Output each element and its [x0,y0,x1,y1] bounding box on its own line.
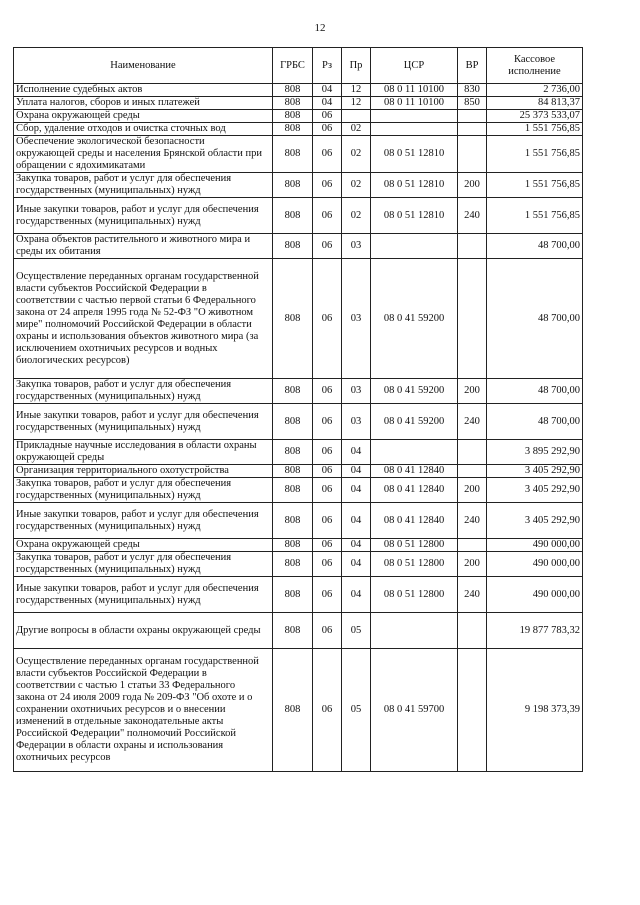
table-row [14,478,583,503]
cell-grbs: 808 [273,259,313,379]
cell-amount: 3 895 292,90 [487,440,583,465]
cell-grbs: 808 [273,84,313,97]
cell-rz: 06 [313,613,342,649]
cell-grbs: 808 [273,613,313,649]
table-row [14,123,583,136]
cell-csr: 08 0 41 59200 [371,404,458,440]
cell-grbs: 808 [273,503,313,539]
cell-rz: 06 [313,136,342,173]
cell-pr: 04 [342,440,371,465]
cell-name: Охрана объектов растительного и животного мира и среды их обитания [14,234,273,259]
cell-pr: 02 [342,123,371,136]
cell-grbs: 808 [273,539,313,552]
cell-pr: 04 [342,577,371,613]
cell-amount: 3 405 292,90 [487,503,583,539]
cell-pr: 05 [342,649,371,772]
cell-rz: 06 [313,404,342,440]
cell-name: Иные закупки товаров, работ и услуг для обеспечения государственных (муниципальных) нужд [14,503,273,539]
cell-name: Исполнение судебных актов [14,84,273,97]
cell-csr: 08 0 41 12840 [371,478,458,503]
cell-vr: 850 [458,97,487,110]
cell-grbs: 808 [273,465,313,478]
table-row [14,198,583,234]
cell-vr: 240 [458,503,487,539]
cell-name: Уплата налогов, сборов и иных платежей [14,97,273,110]
cell-csr [371,613,458,649]
header-pr: Пр [342,48,371,84]
cell-rz: 06 [313,465,342,478]
cell-name: Другие вопросы в области охраны окружающей среды [14,613,273,649]
cell-name: Сбор, удаление отходов и очистка сточных вод [14,123,273,136]
cell-grbs: 808 [273,198,313,234]
cell-name: Охрана окружающей среды [14,110,273,123]
cell-rz: 06 [313,552,342,577]
table-row [14,173,583,198]
cell-pr: 02 [342,173,371,198]
cell-amount: 3 405 292,90 [487,478,583,503]
cell-pr: 04 [342,503,371,539]
cell-grbs: 808 [273,649,313,772]
cell-pr: 03 [342,404,371,440]
page-number: 12 [314,22,326,34]
cell-vr [458,613,487,649]
cell-rz: 06 [313,123,342,136]
cell-amount: 25 373 533,07 [487,110,583,123]
table-row [14,110,583,123]
header-csr: ЦСР [371,48,458,84]
table-row [14,234,583,259]
cell-name: Прикладные научные исследования в области охраны окружающей среды [14,440,273,465]
cell-vr: 200 [458,379,487,404]
cell-amount: 48 700,00 [487,259,583,379]
cell-grbs: 808 [273,110,313,123]
cell-vr [458,136,487,173]
cell-grbs: 808 [273,440,313,465]
cell-amount: 48 700,00 [487,404,583,440]
cell-rz: 06 [313,503,342,539]
table-row [14,503,583,539]
cell-rz: 06 [313,173,342,198]
cell-vr [458,649,487,772]
cell-amount: 490 000,00 [487,552,583,577]
cell-amount: 9 198 373,39 [487,649,583,772]
cell-pr: 04 [342,539,371,552]
cell-csr [371,234,458,259]
cell-rz: 06 [313,234,342,259]
cell-grbs: 808 [273,234,313,259]
cell-grbs: 808 [273,97,313,110]
cell-grbs: 808 [273,379,313,404]
cell-csr [371,440,458,465]
cell-csr: 08 0 11 10100 [371,84,458,97]
cell-csr: 08 0 41 12840 [371,465,458,478]
cell-rz: 06 [313,577,342,613]
cell-rz: 06 [313,198,342,234]
cell-vr [458,234,487,259]
cell-amount: 84 813,37 [487,97,583,110]
cell-pr: 12 [342,84,371,97]
cell-rz: 04 [313,84,342,97]
cell-csr [371,123,458,136]
cell-amount: 1 551 756,85 [487,136,583,173]
cell-pr: 04 [342,465,371,478]
cell-amount: 3 405 292,90 [487,465,583,478]
table-row [14,577,583,613]
cell-grbs: 808 [273,552,313,577]
cell-rz: 06 [313,379,342,404]
cell-rz: 06 [313,259,342,379]
header-amount: Кассовое исполнение [487,48,583,84]
cell-vr [458,539,487,552]
cell-name: Закупка товаров, работ и услуг для обеспечения государственных (муниципальных) нужд [14,552,273,577]
cell-amount: 1 551 756,85 [487,173,583,198]
cell-csr [371,110,458,123]
cell-amount: 2 736,00 [487,84,583,97]
table-row [14,259,583,379]
cell-name: Организация территориального охотустройства [14,465,273,478]
cell-rz: 06 [313,440,342,465]
table-row [14,552,583,577]
cell-name: Закупка товаров, работ и услуг для обеспечения государственных (муниципальных) нужд [14,478,273,503]
cell-name: Охрана окружающей среды [14,539,273,552]
cell-csr: 08 0 41 59700 [371,649,458,772]
header-grbs: ГРБС [273,48,313,84]
cell-vr: 240 [458,404,487,440]
table-row [14,379,583,404]
table-row [14,97,583,110]
cell-amount: 490 000,00 [487,539,583,552]
cell-vr: 240 [458,198,487,234]
cell-name: Осуществление переданных органам государственной власти субъектов Российской Федерации в соответствии с частью первой статьи 6 Федерального закона от 24 апреля 1995 года № 52-ФЗ "О животном мире" полномочий Российской Федерации в области охраны и использования объектов животного мира (за исключением охотничьих ресурсов и водных биологических ресурсов) [14,259,273,379]
cell-csr: 08 0 51 12800 [371,539,458,552]
cell-csr: 08 0 41 12840 [371,503,458,539]
table-body [14,84,583,772]
cell-vr: 240 [458,577,487,613]
cell-rz: 06 [313,539,342,552]
table-row [14,465,583,478]
cell-pr: 02 [342,198,371,234]
cell-grbs: 808 [273,478,313,503]
cell-grbs: 808 [273,136,313,173]
table-row [14,649,583,772]
cell-name: Осуществление переданных органам государственной власти субъектов Российской Федерации в соответствии с частью 1 статьи 33 Федерального закона от 24 июля 2009 года № 209-ФЗ "Об охоте и о сохранении охотничьих ресурсов и о внесении изменений в отдельные законодательные акты Российской Федерации" полномочий Российской Федерации в области охраны и использования охотничьих ресурсов [14,649,273,772]
cell-vr: 200 [458,173,487,198]
table-row [14,440,583,465]
cell-pr: 04 [342,478,371,503]
table-row [14,539,583,552]
cell-vr [458,123,487,136]
cell-csr: 08 0 41 59200 [371,259,458,379]
cell-vr: 200 [458,552,487,577]
cell-rz: 06 [313,649,342,772]
cell-amount: 19 877 783,32 [487,613,583,649]
cell-name: Закупка товаров, работ и услуг для обеспечения государственных (муниципальных) нужд [14,173,273,198]
cell-csr: 08 0 51 12810 [371,198,458,234]
cell-amount: 48 700,00 [487,234,583,259]
cell-csr: 08 0 51 12810 [371,136,458,173]
cell-amount: 490 000,00 [487,577,583,613]
cell-vr [458,259,487,379]
header-name: Наименование [14,48,273,84]
header-vr: ВР [458,48,487,84]
cell-pr [342,110,371,123]
cell-grbs: 808 [273,577,313,613]
table-row [14,84,583,97]
cell-vr: 830 [458,84,487,97]
cell-vr [458,110,487,123]
cell-grbs: 808 [273,404,313,440]
table-row [14,136,583,173]
cell-amount: 48 700,00 [487,379,583,404]
cell-pr: 03 [342,259,371,379]
cell-pr: 03 [342,234,371,259]
header-row [14,48,583,84]
cell-csr: 08 0 51 12800 [371,552,458,577]
cell-amount: 1 551 756,85 [487,198,583,234]
cell-name: Обеспечение экологической безопасности окружающей среды и населения Брянской области при обращении с ядохимикатами [14,136,273,173]
cell-pr: 05 [342,613,371,649]
cell-vr [458,440,487,465]
table-row [14,613,583,649]
cell-name: Иные закупки товаров, работ и услуг для обеспечения государственных (муниципальных) нужд [14,577,273,613]
cell-pr: 12 [342,97,371,110]
cell-pr: 02 [342,136,371,173]
cell-vr: 200 [458,478,487,503]
table-row [14,404,583,440]
cell-amount: 1 551 756,85 [487,123,583,136]
cell-csr: 08 0 51 12810 [371,173,458,198]
cell-pr: 04 [342,552,371,577]
cell-grbs: 808 [273,173,313,198]
cell-name: Иные закупки товаров, работ и услуг для обеспечения государственных (муниципальных) нужд [14,198,273,234]
cell-rz: 06 [313,478,342,503]
cell-name: Иные закупки товаров, работ и услуг для обеспечения государственных (муниципальных) нужд [14,404,273,440]
cell-csr: 08 0 11 10100 [371,97,458,110]
cell-rz: 06 [313,110,342,123]
cell-pr: 03 [342,379,371,404]
cell-grbs: 808 [273,123,313,136]
cell-csr: 08 0 41 59200 [371,379,458,404]
cell-rz: 04 [313,97,342,110]
cell-name: Закупка товаров, работ и услуг для обеспечения государственных (муниципальных) нужд [14,379,273,404]
budget-table [13,47,583,772]
cell-csr: 08 0 51 12800 [371,577,458,613]
cell-vr [458,465,487,478]
header-rz: Рз [313,48,342,84]
